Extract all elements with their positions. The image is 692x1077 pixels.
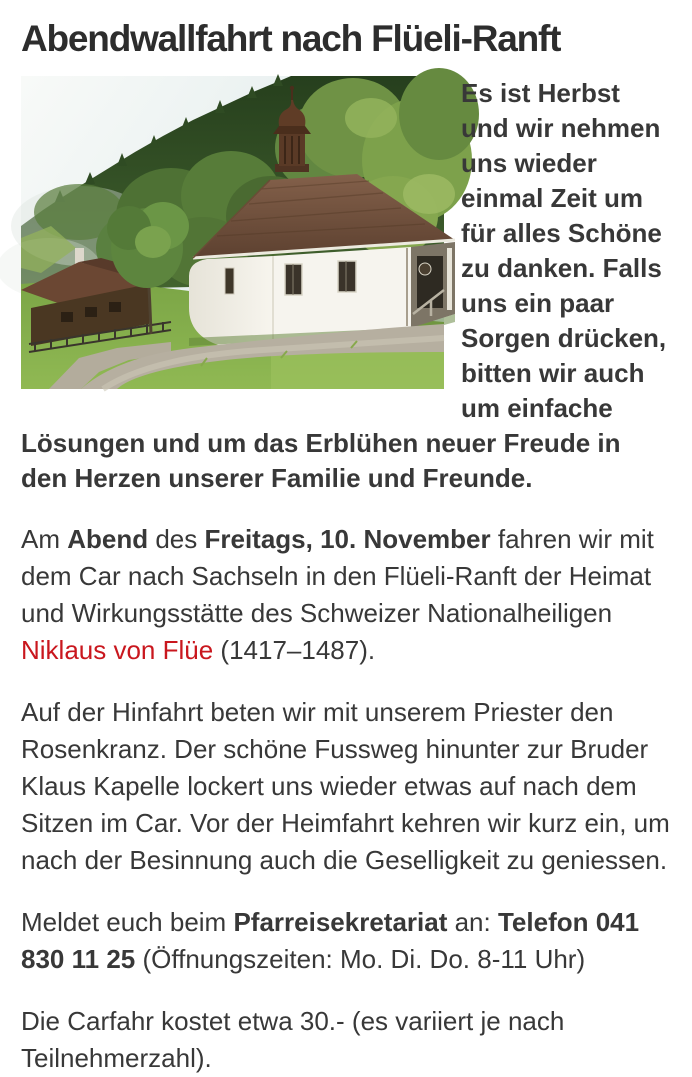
- text-run: des: [148, 524, 205, 555]
- text-run: fahren wir mit dem Car nach Sachseln in den Flüeli-Ranft der Heimat und Wirkungsstätte des Schweizer Nationalheiligen: [21, 524, 654, 629]
- bold-text-run: Freitags, 10. November: [204, 524, 491, 555]
- chapel-landscape-illustration: [21, 76, 444, 389]
- intro-text: Es ist Herbst und wir nehmen uns wieder einmal Zeit um für alles Schöne zu danken. Falls uns ein paar Sorgen drücken, bitten wir auch um einfache Lösungen und um das Erblühen neuer Freude in den Herzen unserer Familie und Freunde.: [21, 78, 667, 494]
- text-run: Auf der Hinfahrt beten wir mit unserem Priester den Rosenkranz. Der schöne Fussweg hinunter zur Bruder Klaus Kapelle lockert uns wieder etwas auf nach dem Sitzen im Car. Vor der Heimfahrt kehren wir kurz ein, um nach der Besinnung auch die Geselligkeit zu geniessen.: [21, 697, 670, 876]
- intro-paragraph: [21, 76, 671, 496]
- paragraph-journey-description: [21, 694, 671, 879]
- text-run: (Öffnungszeiten: Mo. Di. Do. 8-11 Uhr): [135, 944, 586, 975]
- paragraph-cost-info: [21, 1003, 671, 1077]
- text-run: Meldet euch beim: [21, 907, 234, 938]
- paragraph-registration-info: [21, 904, 671, 978]
- text-run: an:: [447, 907, 498, 938]
- bold-text-run: Abend: [67, 524, 149, 555]
- text-run: Die Carfahr kostet etwa 30.- (es variiert je nach Teilnehmerzahl).: [21, 1006, 565, 1074]
- link-niklaus-von-fluee[interactable]: Niklaus von Flüe: [21, 635, 214, 666]
- page-title: Abendwallfahrt nach Flüeli-Ranft: [21, 18, 561, 59]
- bold-text-run: Telefon 041 830 11 25: [21, 907, 640, 975]
- bold-text-run: Pfarreisekretariat: [233, 907, 448, 938]
- text-run: (1417–1487).: [213, 635, 376, 666]
- chapel-photo: [21, 76, 444, 389]
- paragraph-travel-info: [21, 521, 671, 669]
- text-run: Am: [21, 524, 68, 555]
